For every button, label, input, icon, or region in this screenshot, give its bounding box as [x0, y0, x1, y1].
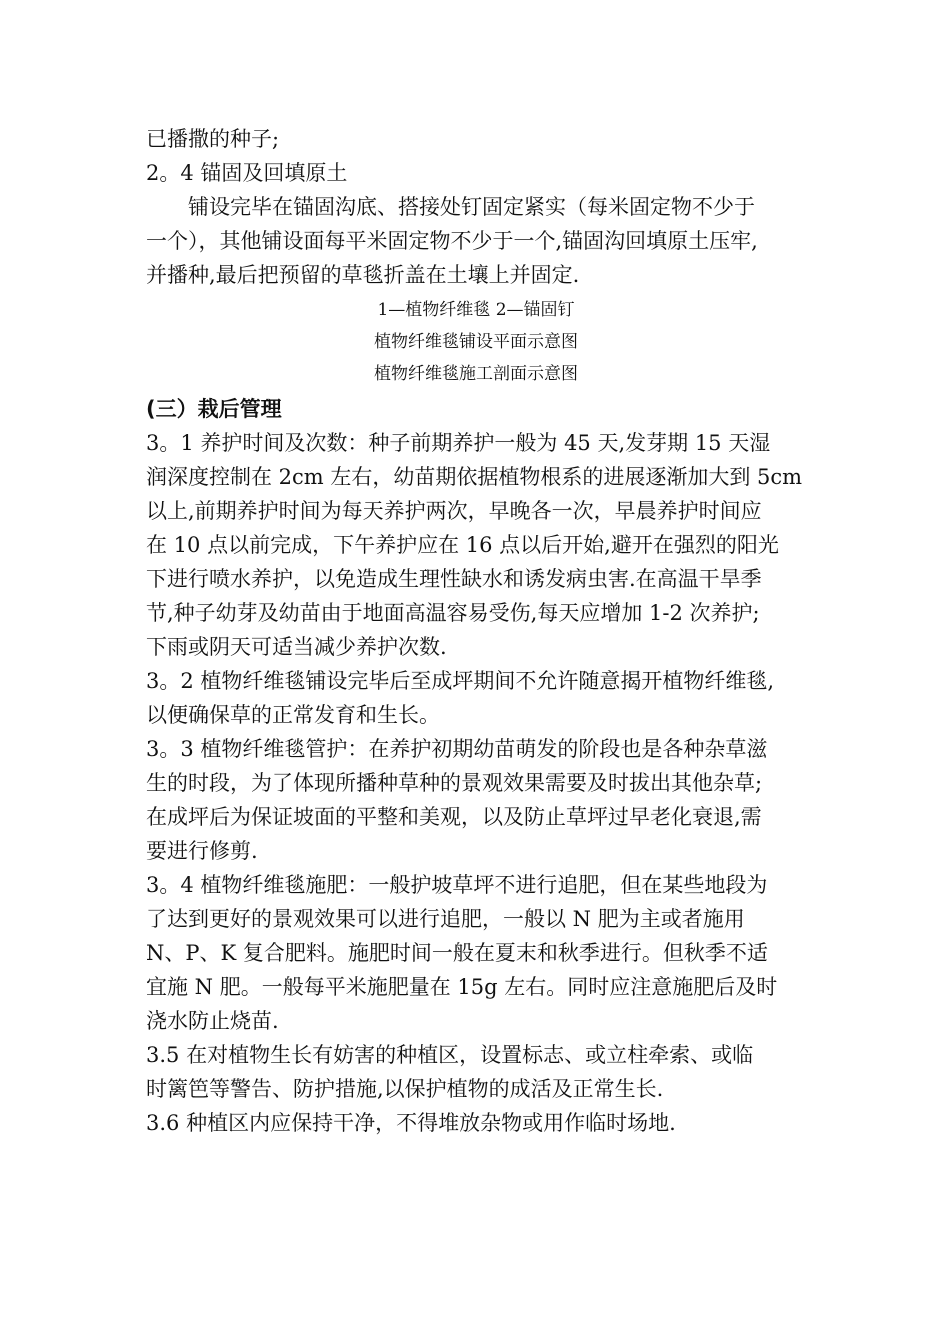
paragraph-3-3 — [146, 732, 816, 868]
text-line: 3.5 在对植物生长有妨害的种植区，设置标志、或立柱牵索、或临 — [146, 1043, 754, 1067]
text-line: 了达到更好的景观效果可以进行追肥，一般以 N 肥为主或者施用 — [146, 907, 745, 931]
paragraph-3-6 — [146, 1106, 816, 1140]
text-line: 下雨或阴天可适当减少养护次数. — [146, 635, 447, 659]
text-line: 3。1 养护时间及次数：种子前期养护一般为 45 天,发芽期 15 天湿 — [146, 431, 771, 455]
text-line: 在 10 点以前完成，下午养护应在 16 点以后开始,避开在强烈的阳光 — [146, 533, 779, 557]
text-line: N、P、K 复合肥料。施肥时间一般在夏末和秋季进行。但秋季不适 — [146, 941, 768, 965]
text-line: 已播撒的种子; — [146, 127, 280, 151]
paragraph-anchoring — [146, 190, 816, 292]
text-line: 下进行喷水养护，以免造成生理性缺水和诱发病虫害.在高温干旱季 — [146, 567, 762, 591]
text-line: 3.6 种植区内应保持干净，不得堆放杂物或用作临时场地. — [146, 1111, 676, 1135]
text-line: 以上,前期养护时间为每天养护两次，早晚各一次，早晨养护时间应 — [146, 499, 762, 523]
figure-caption-plan: 植物纤维毯铺设平面示意图 — [374, 332, 578, 352]
text-line: 润深度控制在 2cm 左右，幼苗期依据植物根系的进展逐渐加大到 5cm — [146, 465, 803, 489]
text-line: 在成坪后为保证坡面的平整和美观，以及防止草坪过早老化衰退,需 — [146, 805, 762, 829]
paragraph-3-1 — [146, 426, 816, 664]
text-line: 节,种子幼芽及幼苗由于地面高温容易受伤,每天应增加 1-2 次养护; — [146, 601, 760, 625]
section-heading: (三）栽后管理 — [146, 397, 282, 421]
paragraph-3-4 — [146, 868, 816, 1038]
text-line: 要进行修剪. — [146, 839, 258, 863]
text-line: 生的时段，为了体现所播种草种的景观效果需要及时拔出其他杂草; — [146, 771, 763, 795]
text-line: 3。3 植物纤维毯管护：在养护初期幼苗萌发的阶段也是各种杂草滋 — [146, 737, 768, 761]
text-line: 一个），其他铺设面每平米固定物不少于一个,锚固沟回填原土压牢, — [146, 229, 758, 253]
document-body — [146, 122, 816, 1140]
figure-caption-section: 植物纤维毯施工剖面示意图 — [374, 364, 578, 384]
text-line: 并播种,最后把预留的草毯折盖在土壤上并固定. — [146, 263, 580, 287]
text-line: 铺设完毕在锚固沟底、搭接处钉固定紧实（每米固定物不少于 — [188, 195, 755, 219]
figure-captions — [146, 294, 816, 390]
text-line: 以便确保草的正常发育和生长。 — [146, 703, 440, 727]
text-line: 3。2 植物纤维毯铺设完毕后至成坪期间不允许随意揭开植物纤维毯, — [146, 669, 775, 693]
paragraph-3-2 — [146, 664, 816, 732]
paragraph-3-5 — [146, 1038, 816, 1106]
text-line: 时篱笆等警告、防护措施,以保护植物的成活及正常生长. — [146, 1077, 664, 1101]
text-line: 浇水防止烧苗. — [146, 1009, 279, 1033]
text-line: 3。4 植物纤维毯施肥：一般护坡草坪不进行追肥，但在某些地段为 — [146, 873, 768, 897]
text-line: 宜施 N 肥。一般每平米施肥量在 15g 左右。同时应注意施肥后及时 — [146, 975, 778, 999]
section-subheading: 2。4 锚固及回填原土 — [146, 161, 348, 185]
figure-legend: 1—植物纤维毯 2—锚固钉 — [377, 300, 575, 320]
